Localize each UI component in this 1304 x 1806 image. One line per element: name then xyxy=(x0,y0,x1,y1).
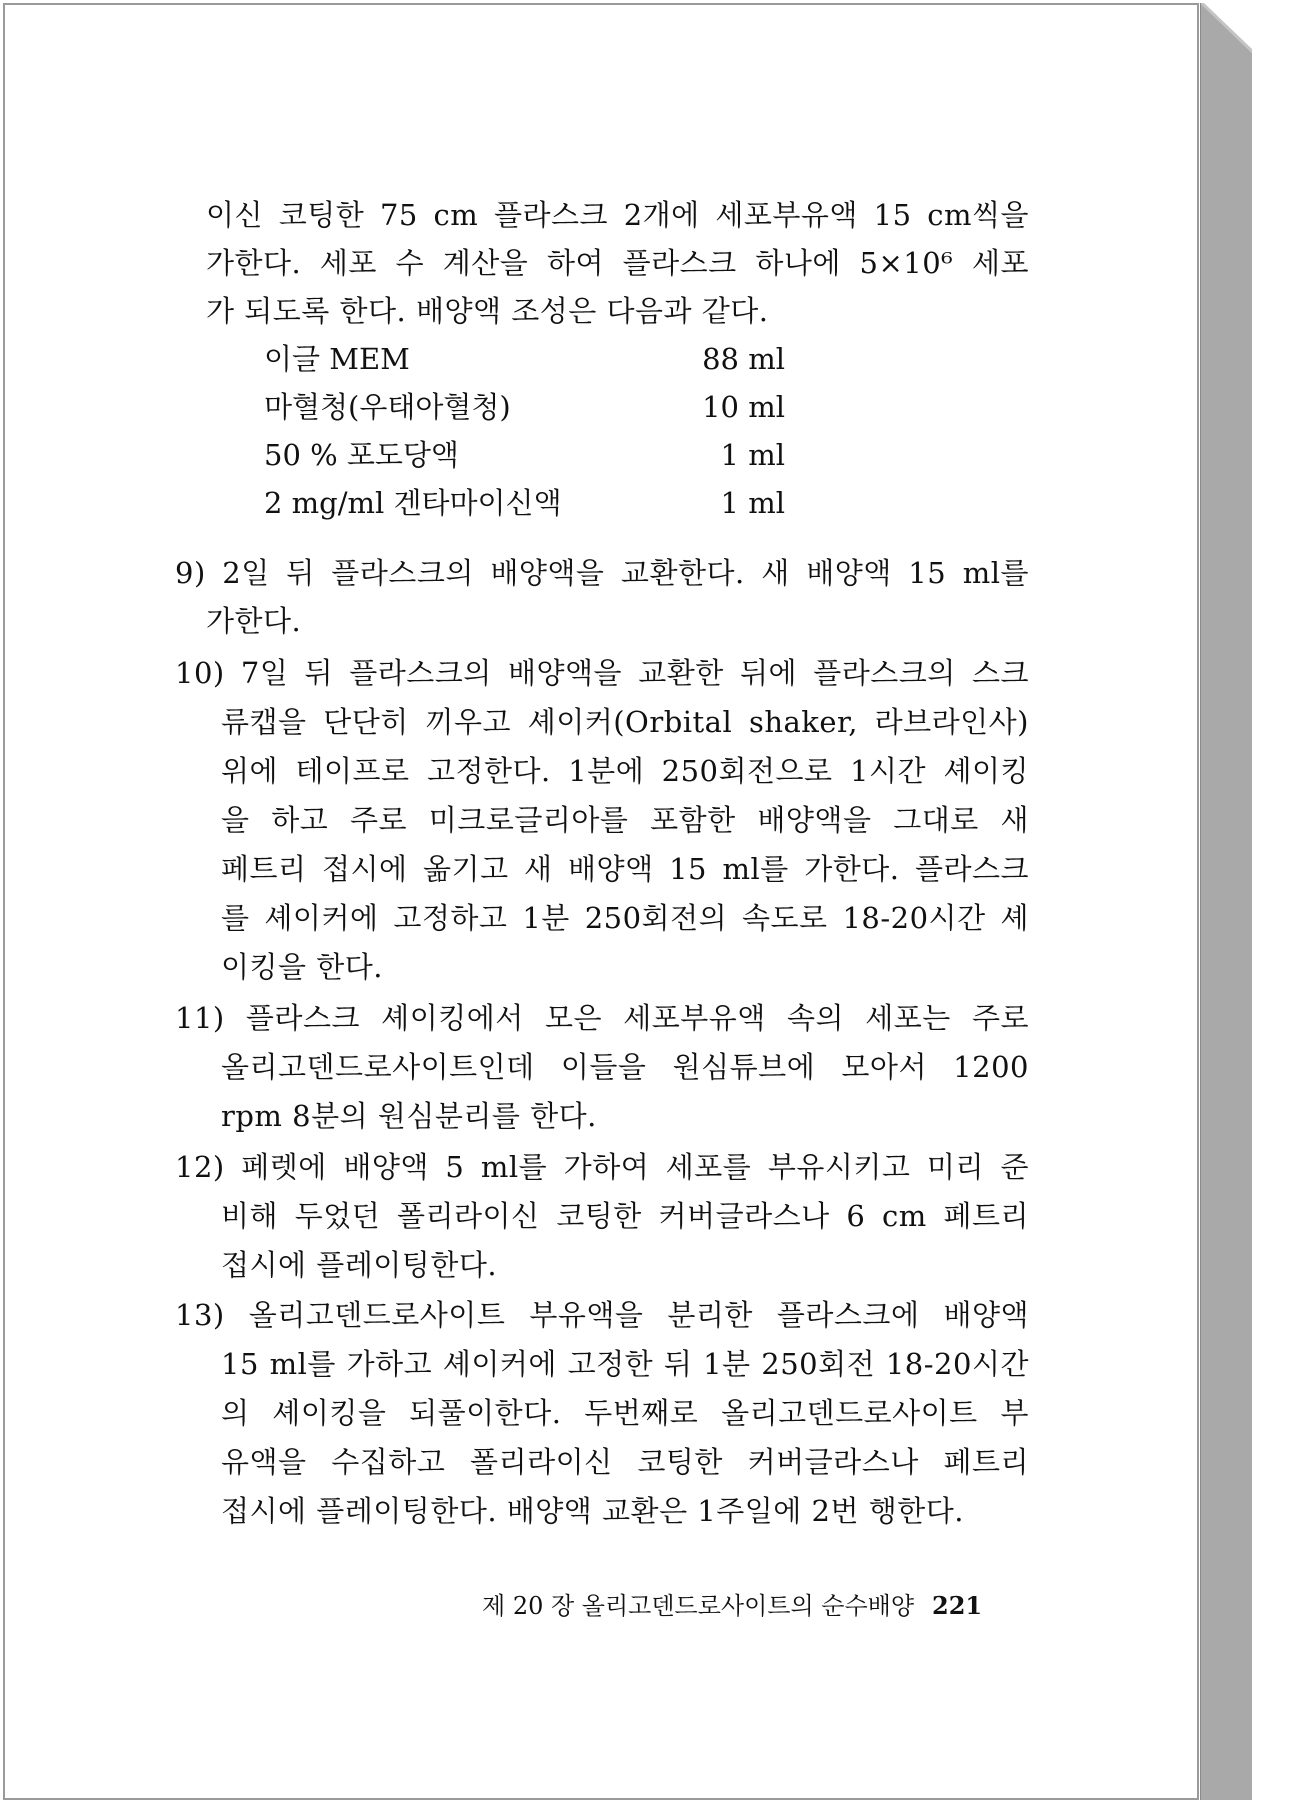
step-13-line: 의 셰이킹을 되풀이한다. 두번째로 올리고덴드로사이트 부 xyxy=(221,1396,1029,1430)
page-number: 221 xyxy=(932,1591,983,1620)
recipe-amount: 88 ml xyxy=(702,342,785,376)
page-edge-face xyxy=(1200,3,1252,1800)
running-footer xyxy=(482,1589,982,1623)
step-9-line: 9) 2일 뒤 플라스크의 배양액을 교환한다. 새 배양액 15 ml를 xyxy=(175,556,1029,590)
recipe-ingredient: 2 mg/ml 겐타마이신액 xyxy=(264,486,562,520)
footer-chapter-title: 제 20 장 올리고덴드로사이트의 순수배양 xyxy=(482,1592,914,1620)
step-13-line: 유액을 수집하고 폴리라이신 코팅한 커버글라스나 페트리 xyxy=(221,1445,1029,1479)
book-page-stack-edge xyxy=(1200,3,1252,1800)
step-10-line: 류캡을 단단히 끼우고 셰이커(Orbital shaker, 라브라인사) xyxy=(221,705,1029,739)
step-13-line: 13) 올리고덴드로사이트 부유액을 분리한 플라스크에 배양액 xyxy=(175,1298,1029,1332)
step-12-line: 비해 두었던 폴리라이신 코팅한 커버글라스나 6 cm 페트리 xyxy=(221,1199,1029,1233)
step-10-line: 를 셰이커에 고정하고 1분 250회전의 속도로 18-20시간 셰 xyxy=(221,901,1029,935)
step-10-line: 페트리 접시에 옮기고 새 배양액 15 ml를 가한다. 플라스크 xyxy=(221,852,1029,886)
step-13-line: 접시에 플레이팅한다. 배양액 교환은 1주일에 2번 행한다. xyxy=(221,1494,964,1528)
book-page xyxy=(3,3,1199,1800)
recipe-ingredient: 50 % 포도당액 xyxy=(264,438,459,472)
step-12-line: 접시에 플레이팅한다. xyxy=(221,1248,498,1282)
step-11-line: 올리고덴드로사이트인데 이들을 원심튜브에 모아서 1200 xyxy=(221,1050,1029,1084)
step-10-line: 10) 7일 뒤 플라스크의 배양액을 교환한 뒤에 플라스크의 스크 xyxy=(175,656,1029,690)
intro-line: 가 되도록 한다. 배양액 조성은 다음과 같다. xyxy=(206,294,769,328)
step-12-line: 12) 페렛에 배양액 5 ml를 가하여 세포를 부유시키고 미리 준 xyxy=(175,1150,1029,1184)
step-9-line: 가한다. xyxy=(206,604,302,638)
step-10-line: 위에 테이프로 고정한다. 1분에 250회전으로 1시간 셰이킹 xyxy=(221,754,1029,788)
intro-line: 이신 코팅한 75 cm 플라스크 2개에 세포부유액 15 cm씩을 xyxy=(206,198,1029,232)
recipe-amount: 10 ml xyxy=(702,390,785,424)
recipe-ingredient: 마혈청(우태아혈청) xyxy=(264,390,511,424)
step-11-line: rpm 8분의 원심분리를 한다. xyxy=(221,1099,597,1133)
step-11-line: 11) 플라스크 셰이킹에서 모은 세포부유액 속의 세포는 주로 xyxy=(175,1001,1029,1035)
step-13-line: 15 ml를 가하고 셰이커에 고정한 뒤 1분 250회전 18-20시간 xyxy=(221,1347,1029,1381)
recipe-amount: 1 ml xyxy=(720,438,785,472)
step-10-line: 을 하고 주로 미크로글리아를 포함한 배양액을 그대로 새 xyxy=(221,803,1029,837)
step-10-line: 이킹을 한다. xyxy=(221,950,384,984)
recipe-ingredient: 이글 MEM xyxy=(264,342,410,376)
intro-line: 가한다. 세포 수 계산을 하여 플라스크 하나에 5×10⁶ 세포 xyxy=(206,246,1029,280)
recipe-amount: 1 ml xyxy=(720,486,785,520)
page-edge-shape xyxy=(1200,3,1252,1800)
